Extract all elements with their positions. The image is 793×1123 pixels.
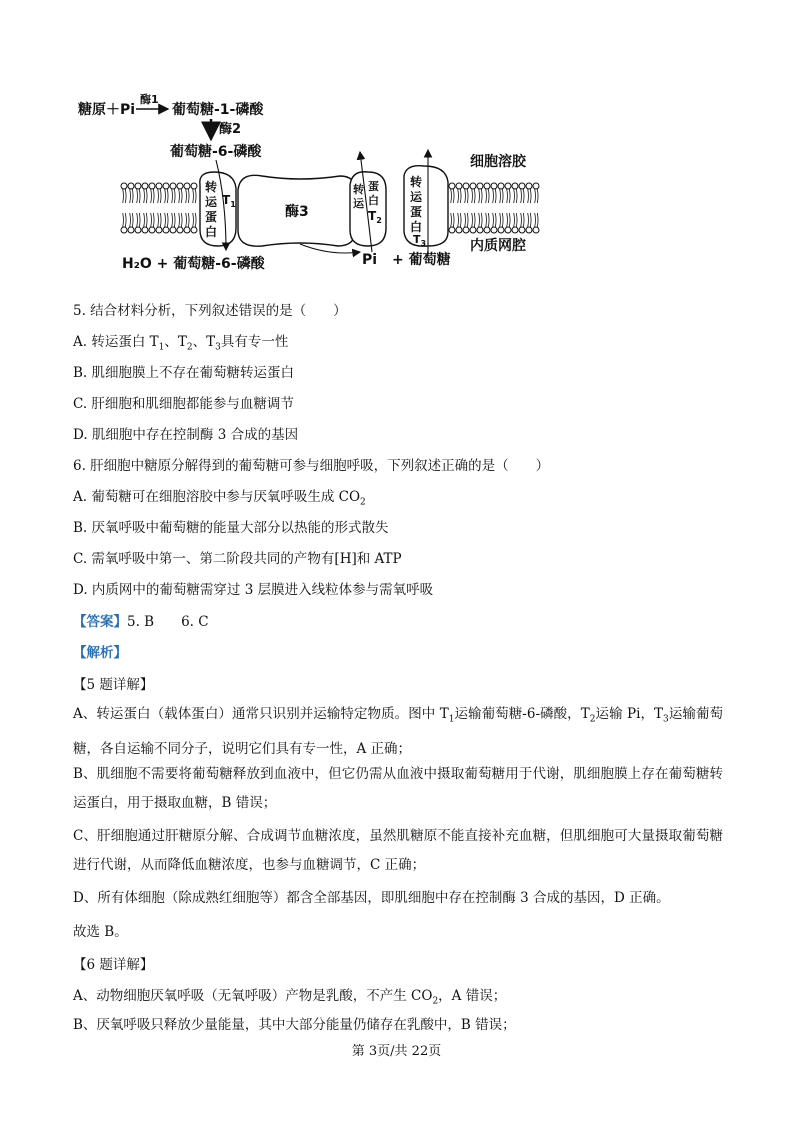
phospholipid-tail <box>530 189 531 203</box>
phospholipid-head <box>121 183 127 189</box>
t1-char-3: 蛋 <box>205 210 218 224</box>
phospholipid-head <box>477 183 483 189</box>
phospholipid-head <box>512 183 518 189</box>
t3-char-2: 运 <box>410 190 423 204</box>
phospholipid-head <box>135 227 141 233</box>
phospholipid-tail <box>132 213 133 227</box>
phospholipid-tail <box>123 213 124 227</box>
phospholipid-tail <box>130 213 131 227</box>
phospholipid-head <box>449 183 455 189</box>
phospholipid-head <box>498 227 504 233</box>
answer-line <box>73 613 209 631</box>
phospholipid-tail <box>488 189 489 203</box>
answer-label: 【答案】 <box>73 614 127 630</box>
phospholipid-head <box>456 183 462 189</box>
phospholipid-tail <box>535 213 536 227</box>
phospholipid-tail <box>521 189 522 203</box>
phospholipid-tail <box>130 189 131 203</box>
q6-option-d: D. 内质网中的葡萄糖需穿过 3 层膜进入线粒体参与需氧呼吸 <box>73 582 434 598</box>
phospholipid-tail <box>165 213 166 227</box>
phospholipid-head <box>498 183 504 189</box>
enzyme3-label: 酶3 <box>285 204 309 220</box>
t1-char-1: 转 <box>205 180 218 194</box>
phospholipid-tail <box>467 213 468 227</box>
glucose-label: + 葡萄糖 <box>392 252 451 268</box>
phospholipid-head <box>449 227 455 233</box>
phospholipid-tail <box>144 189 145 203</box>
phospholipid-tail <box>160 213 161 227</box>
t1-char-2: 运 <box>205 195 218 209</box>
pi-label: Pi <box>362 252 378 268</box>
phospholipid-tail <box>486 213 487 227</box>
phospholipid-head <box>177 227 183 233</box>
t3-char-3: 蛋 <box>410 205 423 219</box>
phospholipid-tail <box>125 189 126 203</box>
t2-label: $T_2$ <box>368 209 382 225</box>
phospholipid-tail <box>174 189 175 203</box>
phospholipid-tail <box>193 213 194 227</box>
phospholipid-head <box>149 227 155 233</box>
phospholipid-tail <box>172 189 173 203</box>
phospholipid-tail <box>514 189 515 203</box>
phospholipid-tail <box>123 189 124 203</box>
phospholipid-tail <box>167 189 168 203</box>
phospholipid-tail <box>179 189 180 203</box>
phospholipid-tail <box>174 213 175 227</box>
phospholipid-head <box>184 227 190 233</box>
phospholipid-tail <box>137 213 138 227</box>
phospholipid-tail <box>167 213 168 227</box>
phospholipid-head <box>163 227 169 233</box>
phospholipid-tail <box>165 189 166 203</box>
q5-detail-d: D、所有体细胞（除成熟红细胞等）都含全部基因，即肌细胞中存在控制酶 3 合成的基因，D 正确。 <box>73 890 670 906</box>
t1-char-4: 白 <box>205 225 218 239</box>
phospholipid-head <box>456 227 462 233</box>
phospholipid-head <box>135 183 141 189</box>
phospholipid-tail <box>137 189 138 203</box>
phospholipid-tail <box>188 189 189 203</box>
phospholipid-head <box>505 183 511 189</box>
phospholipid-tail <box>160 189 161 203</box>
phospholipid-tail <box>535 189 536 203</box>
phospholipid-head <box>526 183 532 189</box>
er-lumen-label: 内质网腔 <box>470 238 526 254</box>
phospholipid-head <box>526 227 532 233</box>
cytosol-label: 细胞溶胶 <box>470 154 526 170</box>
phospholipid-tail <box>530 213 531 227</box>
t2-char-4: 白 <box>368 194 379 207</box>
phospholipid-tail <box>507 213 508 227</box>
phospholipid-tail <box>144 213 145 227</box>
t2-char-2: 运 <box>353 197 364 210</box>
phospholipid-tail <box>495 189 496 203</box>
phospholipid-tail <box>493 213 494 227</box>
phospholipid-head <box>191 227 197 233</box>
phospholipid-head <box>177 183 183 189</box>
phospholipid-tail <box>146 189 147 203</box>
enzyme2-label: 酶2 <box>219 122 242 137</box>
phospholipid-tail <box>523 189 524 203</box>
phospholipid-tail <box>151 189 152 203</box>
phospholipid-tail <box>139 189 140 203</box>
phospholipid-tail <box>186 189 187 203</box>
t3-char-4: 白 <box>410 220 423 234</box>
phospholipid-head <box>533 227 539 233</box>
t2-char-1: 转 <box>353 183 364 196</box>
q6-option-b: B. 厌氧呼吸中葡萄糖的能量大部分以热能的形式散失 <box>73 520 389 536</box>
phospholipid-head <box>463 227 469 233</box>
phospholipid-tail <box>521 213 522 227</box>
q6-detail-b: B、厌氧呼吸只释放少量能量，其中大部分能量仍储存在乳酸中，B 错误； <box>73 1017 516 1033</box>
phospholipid-head <box>484 227 490 233</box>
q5-detail-heading: 【5 题详解】 <box>73 677 154 693</box>
phospholipid-head <box>505 227 511 233</box>
phospholipid-head <box>519 183 525 189</box>
phospholipid-tail <box>153 213 154 227</box>
q5-detail-a: A、转运蛋白（载体蛋白）通常只识别并运输特定物质。图中 $T_1$运输葡萄糖-6-磷酸，$T_2$运输 Pi，$T_3$运输葡萄糖，各自运输不同分子，说明它们具有专一性，A 正确； <box>73 706 724 757</box>
q5-option-d: D. 肌细胞中存在控制酶 3 合成的基因 <box>73 427 299 443</box>
phospholipid-head <box>163 183 169 189</box>
phospholipid-tail <box>181 213 182 227</box>
phospholipid-head <box>156 183 162 189</box>
enzyme1-label: 酶1 <box>140 93 159 106</box>
phospholipid-tail <box>151 213 152 227</box>
phospholipid-head <box>491 227 497 233</box>
phospholipid-head <box>149 183 155 189</box>
phospholipid-head <box>463 183 469 189</box>
phospholipid-tail <box>507 189 508 203</box>
phospholipid-tail <box>172 213 173 227</box>
phospholipid-head <box>156 227 162 233</box>
t3-char-1: 转 <box>410 175 423 189</box>
t3-label: $T_3$ <box>413 233 427 248</box>
q5-stem: 5. 结合材料分析，下列叙述错误的是（ ） <box>73 303 347 319</box>
phospholipid-head <box>470 227 476 233</box>
q6-option-c: C. 需氧呼吸中第一、第二阶段共同的产物有[H]和 ATP <box>73 551 402 567</box>
answer-text: 5. B 6. C <box>127 614 209 630</box>
phospholipid-tail <box>488 213 489 227</box>
phospholipid-tail <box>502 213 503 227</box>
phospholipid-tail <box>486 189 487 203</box>
phospholipid-tail <box>516 213 517 227</box>
phospholipid-tail <box>481 213 482 227</box>
phospholipid-tail <box>500 213 501 227</box>
phospholipid-head <box>470 183 476 189</box>
phospholipid-head <box>512 227 518 233</box>
page-footer: 第 3页/共 22页 <box>351 1044 442 1059</box>
phospholipid-tail <box>472 189 473 203</box>
analysis-label: 【解析】 <box>73 645 127 661</box>
g6p-label: 葡萄糖-6-磷酸 <box>170 144 262 160</box>
phospholipid-tail <box>193 189 194 203</box>
phospholipid-head <box>477 227 483 233</box>
phospholipid-tail <box>195 189 196 203</box>
phospholipid-tail <box>528 189 529 203</box>
phospholipid-tail <box>516 189 517 203</box>
q5-option-b: B. 肌细胞膜上不存在葡萄糖转运蛋白 <box>73 365 295 381</box>
phospholipid-tail <box>500 189 501 203</box>
phospholipid-head <box>519 227 525 233</box>
h2o-g6p-label: H₂O + 葡萄糖-6-磷酸 <box>122 256 265 272</box>
phospholipid-tail <box>132 189 133 203</box>
q5-detail-b: B、肌细胞不需要将葡萄糖释放到血液中，但它仍需从血液中摄取葡萄糖用于代谢，肌细胞膜上存在葡萄糖转运蛋白，用于摄取血糖，B 错误； <box>73 766 723 811</box>
phospholipid-tail <box>479 213 480 227</box>
phospholipid-tail <box>514 213 515 227</box>
q5-option-c: C. 肝细胞和肌细胞都能参与血糖调节 <box>73 396 294 412</box>
phospholipid-tail <box>453 213 454 227</box>
phospholipid-head <box>491 183 497 189</box>
phospholipid-head <box>184 183 190 189</box>
phospholipid-tail <box>481 189 482 203</box>
phospholipid-tail <box>467 189 468 203</box>
phospholipid-tail <box>451 213 452 227</box>
phospholipid-tail <box>537 213 538 227</box>
membrane-transport-diagram <box>0 0 793 290</box>
phospholipid-tail <box>186 213 187 227</box>
phospholipid-tail <box>474 213 475 227</box>
q6-detail-a: A、动物细胞厌氧呼吸（无氧呼吸）产物是乳酸，不产生 $CO_2$，A 错误； <box>73 988 507 1007</box>
phospholipid-head <box>484 183 490 189</box>
q5-option-a: A. 转运蛋白 $T_1$、$T_2$、$T_3$具有专一性 <box>73 334 289 353</box>
g1p-label: 葡萄糖-1-磷酸 <box>172 102 264 118</box>
phospholipid-tail <box>458 189 459 203</box>
phospholipid-tail <box>153 189 154 203</box>
t2-char-3: 蛋 <box>368 180 379 193</box>
phospholipid-head <box>170 227 176 233</box>
phospholipid-head <box>142 183 148 189</box>
phospholipid-tail <box>158 213 159 227</box>
phospholipid-tail <box>188 213 189 227</box>
q5-detail-conclusion: 故选 B。 <box>73 924 128 940</box>
phospholipid-tail <box>495 213 496 227</box>
phospholipid-tail <box>502 189 503 203</box>
phospholipid-tail <box>472 213 473 227</box>
phospholipid-tail <box>509 189 510 203</box>
phospholipid-tail <box>528 213 529 227</box>
phospholipid-tail <box>179 213 180 227</box>
phospholipid-tail <box>509 213 510 227</box>
phospholipid-tail <box>460 213 461 227</box>
phospholipid-head <box>142 227 148 233</box>
phospholipid-tail <box>465 213 466 227</box>
phospholipid-tail <box>453 189 454 203</box>
phospholipid-tail <box>125 213 126 227</box>
phospholipid-head <box>191 183 197 189</box>
phospholipid-tail <box>451 189 452 203</box>
phospholipid-head <box>170 183 176 189</box>
phospholipid-tail <box>181 189 182 203</box>
phospholipid-tail <box>537 189 538 203</box>
q6-detail-heading: 【6 题详解】 <box>73 957 154 973</box>
phospholipid-tail <box>479 189 480 203</box>
q6-stem: 6. 肝细胞中糖原分解得到的葡萄糖可参与细胞呼吸，下列叙述正确的是（ ） <box>73 458 550 474</box>
q6-option-a: A. 葡萄糖可在细胞溶胶中参与厌氧呼吸生成 $CO_2$ <box>73 489 366 508</box>
phospholipid-tail <box>195 213 196 227</box>
q5-detail-c: C、肝细胞通过肝糖原分解、合成调节血糖浓度，虽然肌糖原不能直接补充血糖，但肌细胞可大量摄取葡萄糖进行代谢，从而降低血糖浓度，也参与血糖调节，C 正确； <box>73 828 723 873</box>
phospholipid-head <box>128 183 134 189</box>
phospholipid-tail <box>458 213 459 227</box>
phospholipid-tail <box>158 189 159 203</box>
phospholipid-tail <box>139 213 140 227</box>
t1-label: $T_1$ <box>222 193 236 209</box>
phospholipid-tail <box>474 189 475 203</box>
phospholipid-head <box>533 183 539 189</box>
phospholipid-tail <box>493 189 494 203</box>
phospholipid-tail <box>460 189 461 203</box>
phospholipid-head <box>128 227 134 233</box>
glycogen-pi-label: 糖原＋Pi <box>78 102 136 118</box>
phospholipid-tail <box>523 213 524 227</box>
phospholipid-tail <box>465 189 466 203</box>
phospholipid-tail <box>146 213 147 227</box>
phospholipid-head <box>121 227 127 233</box>
